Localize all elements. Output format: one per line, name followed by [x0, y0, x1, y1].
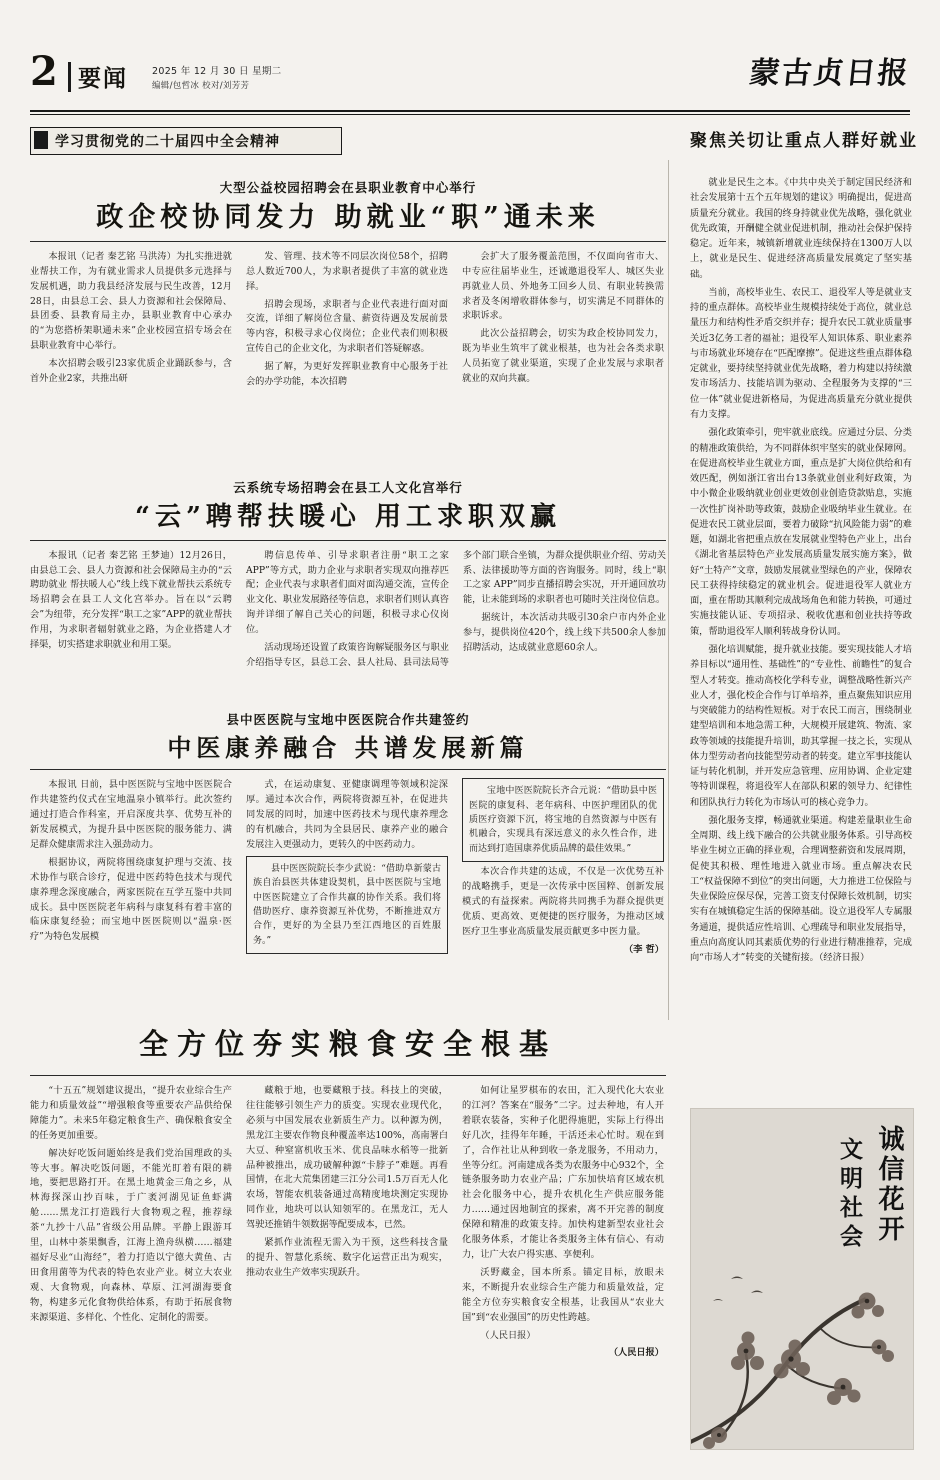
- section-name: 要闻: [78, 65, 128, 92]
- ad-headline-line2: 文明社会: [836, 1137, 863, 1253]
- paragraph: 沃野藏金，国本所系。锚定目标，放眼未来，不断提升农业综合生产能力和质量效益，定能全方位夯实粮食安全根基，让我国从“农业大国”到“农业强国”的历史性跨越。: [462, 1266, 664, 1323]
- article-3-signature: （李 哲）: [624, 943, 664, 955]
- paragraph: 活动现场还设置了政策咨询解疑服务区与职业介绍指导专区，县总工会、县人社局、县司法局等多个部门联合坐镇，为群众提供职业介绍、劳动关系、法律援助等方面的咨询服务。同时，线上“职工之家 APP”同步直播招聘会实况，开开通回放功能，让未能到场的求职者也可随时关注岗位信息。: [246, 549, 666, 669]
- paragraph: （人民日报）: [480, 1329, 536, 1341]
- paragraph: 据统计，本次活动共吸引30余户市内外企业参与，提供岗位420个，线上线下共500余人参加招聘活动，达成就业意愿60余人。: [463, 612, 666, 654]
- article-4-col-1: [30, 1084, 232, 1364]
- newspaper-nameplate: 蒙古贞日报: [747, 56, 912, 91]
- paragraph: 招聘会现场，求职者与企业代表进行面对面交流，详细了解岗位含量、薪资待遇及发展前景等内容，积极寻求心仪岗位；企业代表们则积极宣传自己的企业文化，为求职者们答疑解惑。: [246, 298, 448, 355]
- article-4: [30, 1068, 666, 1364]
- paragraph: 紧抓作业流程无需入为干预，这些科技含量的提升、智慧化系统、数字化运营正出为观实，推动农业生产效率实现跃升。: [246, 1237, 448, 1278]
- paragraph: 此次公益招聘会，切实为政企校协同发力，既为毕业生筑牢了就业根基，也为社会各类求职人员拓宽了就业渠道，实现了企业发展与求职者就业的双向共赢。: [462, 328, 664, 385]
- column-divider: [668, 160, 669, 1020]
- paragraph: 解决好吃饭问题始终是我们党治国理政的头等大事。解决吃饭问题，不能光盯着有限的耕地，要把思路打开。在黑土地黄金三角之乡，从林海探深山抄百味，于广袤河湖见证鱼虾满舱……黑龙江打造践行大食物观之程，推荐绿茶“九抄十八品”省级公用品牌。平静上跟游耳里，山林中茶果飘香，江海上渔舟纵横……福建福好尽业“山海经”，着力打造以宁德大黄鱼、古田食用菌等为代表的特色农业产业。树立大农业观、大食物观，向森林、草原、江河湖海要食物，构建多元化食物供给体系，有助于拓展食物来源渠道、多样化、个性化、定制化的需要。: [30, 1147, 232, 1323]
- article-2-rule: [30, 540, 666, 541]
- campaign-banner: [30, 127, 342, 155]
- public-service-ad: [690, 1108, 914, 1450]
- paragraph: 聘信息传单、引导求职者注册“职工之家 APP”等方式，助力企业与求职者实现双向推荐匹配；企业代表与求职者们面对面沟通交流，宣传企业文化、职业发展路径等信息，求职者们则认真咨询并详细了解自己关心的问题，积极寻求心仪岗位。: [246, 549, 449, 636]
- paragraph: 如何让星罗棋布的农田，汇入现代化大农业的江河？答案在“服务”二字。过去种地，有人开着联农装备，实种子化肥得施肥，实际上行得出好几次，挂得年年睡，干活还未心忙时。观在到了，合作社让从种到收一条龙服务，不用动力，坐等分红。河南建成各类为农服务中心932个，全链条服务助力农业产品；广东加快培育区域农机社会化服务中心，提升农机化生产供应服务能力……通过因地制宜的探索，离不开完善的制度保障和精准的政策支持。加快构建新型农业社会化服务体系，才能让各类服务主体有信心、有动力，让广大农户得实惠、享便利。: [462, 1085, 664, 1260]
- article-4-headline: 全方位夯实粮食安全根基: [138, 1027, 557, 1061]
- paragraph: 发、管理、技术等不同层次岗位58个，招聘总人数近700人，为求职者提供了丰富的就业选择。: [246, 250, 448, 292]
- page-number: 2: [30, 48, 58, 95]
- paragraph-quote: 宝地中医医院院长齐合元说：“借助县中医医院的康复科、老年病科、中医护理团队的优质医疗资源下沉，将宝地的自然资源与中医有机融合，实现具有深远意义的永久性合作，进而达到打造国康养优质品牌的最佳效果。”: [462, 778, 664, 862]
- article-3-headline: 中医康养融合 共谱发展新篇: [167, 733, 529, 762]
- paragraph: 式，在运动康复、亚健康调理等领域积淀深厚。通过本次合作，两院将资源互补，在促进共同发展的同时，加速中医药技术与现代康养理念的有机融合，共同为全县居民、康养产业的融合发展注入更强动力，更转久的中医药动力。: [246, 779, 448, 850]
- article-2-col-1: [30, 549, 232, 671]
- paragraph-quote: 县中医医院院长李少武说：“借助阜新蒙古族自治县医共体建设契机，县中医医院与宝地中医医院建立了合作共赢的协作关系。我们将借助医疗、康养资源互补优势，不断推进双方合作，更好的为全县乃至江西地区的百姓服务。”: [246, 856, 448, 954]
- article-2-kicker: 云系统专场招聘会在县工人文化宫举行: [233, 480, 463, 495]
- banner-text: 学习贯彻党的二十届四中全会精神: [55, 134, 280, 150]
- article-2-headline: “云”聘帮扶暖心 用工求职双赢: [135, 502, 561, 532]
- article-1-headline: 政企校协同发力 助就业“职”通未来: [96, 202, 600, 233]
- article-4-col-3: [462, 1084, 664, 1364]
- article-1-rule: [30, 241, 666, 242]
- paragraph: 藏粮于地，也要藏粮于技。科技上的突破，往往能够引领生产力的质变。实现农业现代化，必须与中国发展农业新质生产力。以种源为例，黑龙江主要农作物良种覆盖率达100%，高南署白大豆、种窒富机收玉米、优良品味水稻等一批新品种被推出，成功破解种源“卡脖子”难题。再看国情，在北大荒集团建三江分公司1.5万百无人化农场，智能农机装备通过高精度地块测定实现协同作业，地块可以认知领军的。在黑龙江，无人驾驶还推销牛领数据等配要成本，已然。: [246, 1085, 448, 1231]
- paragraph: “十五五”规划建议提出，“提升农业综合生产能力和质量效益”“增强粮食等重要农产品供给保障能力”。未来5年稳定粮食生产、确保粮食安全的任务更加重要。: [30, 1085, 232, 1141]
- article-4-col-2: [246, 1084, 448, 1364]
- masthead: [30, 48, 912, 118]
- article-4-signature: （人民日报）: [608, 1347, 664, 1359]
- paragraph: 本报讯（记者 秦艺铭 马洪涛）为扎实推进就业帮扶工作，为有就业需求人员提供多元选择与发展机遇，助力我县经济发展与民生改善，12月28日，由县总工会、县人力资源和社会保障局、县团委、县教育局主办，县职业教育中心承办的“为您搭桥架职通未来”企业校园宣招专场会在县职业教育中心举行。: [30, 250, 232, 352]
- article-4-rule: [30, 1075, 666, 1076]
- article-2: [30, 478, 666, 671]
- issue-date: 2025 年 12 月 30 日 星期二: [152, 66, 282, 77]
- paragraph: 会扩大了服务覆盖范围，不仅面向省市大、中专应往届毕业生，还诚邀退役军人、城区失业再就业人员、外地务工回乡人员、有职业转换需求者及冬闲增收群体参与，切实满足不同群体的求职诉求。: [462, 250, 664, 322]
- paragraph: 强化培训赋能，提升就业技能。要实现技能人才培养目标以“通用性、基础性”的“专业性、前瞻性”的复合型人才转变。推动高校化学科专业，调整战略性新兴产业人才，强化校企合作与订单培养，重点聚焦知识应用与突破能力的结构性短板。对于农民工而言，围绕制业建型培训和本地急需工种，大规模开展建筑、物流、家政等领域的技能提升培训，助其掌握一技之长，实现从体力型劳动者向技能型劳动者的转变。建立军事技能认证与转化机制，并开发应急管理、应用协调、企业定建等特训课程，将退役军人在部队积累的领导力、纪律性和团队执行力转化为市场认可的核心竞争力。: [690, 643, 912, 808]
- article-3-kicker: 县中医医院与宝地中医医院合作共建签约: [226, 712, 470, 727]
- paragraph: 本次招聘会吸引23家优质企业踊跃参与，含首外企业2家，共推出研: [30, 358, 232, 385]
- right-column-body: [690, 175, 912, 969]
- masthead-rule-thin: [30, 114, 910, 115]
- plum-blossom-branch-illustration: [691, 1259, 913, 1449]
- article-1-col-1: [30, 250, 232, 393]
- paragraph: 就业是民生之本。《中共中央关于制定国民经济和社会发展第十五个五年规划的建议》明确提出，促进高质量充分就业。我国的终身持就业优先战略，强化就业优先政策，开酬健全就业促进机制，推动社会保护保持稳定。近年来，城镇新增就业连续保持在1300万人以上，就业是民生、促进经济高质量发展奠定了坚实基础。: [690, 177, 912, 280]
- article-1-kicker: 大型公益校园招聘会在县职业教育中心举行: [219, 180, 477, 195]
- banner-block-icon: [34, 131, 48, 149]
- article-3-col-3: [462, 778, 664, 960]
- article-2-col-2: [246, 549, 666, 671]
- right-column-headline: 聚焦关切让重点人群好就业: [690, 131, 918, 151]
- paragraph: 强化政策牵引，兜牢就业底线。应通过分层、分类的精准政策供给，为不同群体织牢坚实的就业保障网。在促进高校毕业生就业方面，重点是扩大岗位供给和有效匹配，例如浙江省出台13条就业创业利好政策，为中小微企业吸纳就业创业更效创业创造贷款贴息，实施一次性扩岗补助等政策，鼓励企业吸纳毕业生就业。在促进农民工就业层面，要着力破除“抗风险能力弱”的难题，如湖北省把重点放在发展就业型特色产业上，出台《湖北省基层特色产业发展高质量发展实施方案》，做好“土特产”文章，鼓励发展就业型绿色的产业，保障农民工获得持续稳定的就业机会。促进退役军人就业方面，重在帮助其顺利完成战场角色和能力转换，可通过实施技能认证、专项招录、税收优惠和创业扶持等政策，帮助退役军人顺利转战身份认同。: [690, 427, 912, 637]
- paragraph: 根据协议，两院将围绕康复护理与交流、技术协作与联合诊疗，促进中医药特色技术与现代康养理念深度融合，两家医院在互学互鉴中共同成长。县中医医院老年病科与康复科有着丰富的临床康复经验；而宝地中医医院则以“温泉·医疗”为特色发展模: [30, 856, 232, 943]
- article-3-col-1: [30, 778, 232, 960]
- paragraph: 本次合作共建的达成，不仅是一次优势互补的战略携手，更是一次传承中医国粹、创新发展模式的有益探索。两院将共同携手为群众提供更优质、更高效、更便捷的医疗服务，为推动区域医疗卫生事业高质量发展贡献更多中医力量。: [462, 866, 664, 937]
- ad-headline-line1: 诚信花开: [874, 1125, 904, 1245]
- paragraph: 本报讯（记者 秦艺铭 王梦迪）12月26日，由县总工会、县人力资源和社会保障局主办的“云聘助就业 帮扶暖人心”线上线下就业帮扶云系统专场招聘会在县工人文化宫举办。旨在以“云聘会”为纽带，充分发挥“职工之家”APP的就业帮扶作用，为求职者辐射就业之路，为企业搭建人才择渠，切实搭建求职就业和用工渠。: [30, 549, 232, 651]
- masthead-rule: [30, 110, 910, 112]
- paragraph: 据了解，为更好发挥职业教育中心服务于社会的办学功能，本次招聘: [246, 361, 448, 388]
- article-1-col-3: [462, 250, 664, 393]
- article-3: [30, 710, 666, 961]
- paragraph: 强化服务支撑，畅通就业渠道。构建差量职业生命全周期、线上线下融合的公共就业服务体系。引导高校毕业生树立正确的择业观，合理调整薪资和发展周期，促使其积极、理性地进入就业市场。重点解决农民工“权益保障不到位”的突出问题，大力推进工位保险与失业保险应保尽保，完善工资支付保障长效机制，切实实有在城镇稳定生活的保障基础。设立退役军人专属服务通道，提供适应性培训、心理疏导和职业发展指导，重点向高度认同其素质优势的行业进行精准推荐，完成向“市场人才”转变的关键衔接。（经济日报）: [690, 814, 912, 964]
- issue-credit: 编辑/包哲冰 校对/刘芳芳: [152, 81, 250, 91]
- article-3-col-2: [246, 778, 448, 960]
- paragraph: 当前，高校毕业生、农民工、退役军人等是就业支持的重点群体。高校毕业生规模持续处于高位，就业总量压力和结构性矛盾交织并存；提升农民工就业质量事关近3亿务工者的福祉；退役军人知识体系、职业素养与市场就业环境存在“匹配摩擦”。促进这些重点群体稳定就业，要持续坚持就业优先战略，着力构建以持续激发市场活力、技能培训为驱动、全程服务为支撑的“三位一体”就业促进新格局，为促进高质量充分就业提供有力支撑。: [690, 286, 912, 420]
- paragraph: 本报讯 日前，县中医医院与宝地中医医院合作共建签约仪式在宝地温泉小镇举行。此次签约通过打造合作科室，开启深度共享、优势互补的新发展模式，为提升县中医医院的服务能力、满足群众健康需求注入强劲动力。: [30, 779, 232, 850]
- article-1: [30, 178, 666, 393]
- article-1-col-2: [246, 250, 448, 393]
- article-3-rule: [30, 769, 666, 770]
- section-bar: [68, 62, 71, 92]
